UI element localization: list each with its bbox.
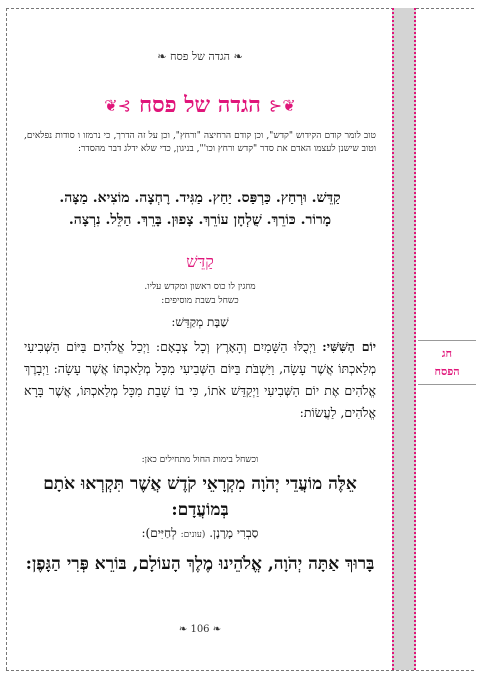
side-tab-label-line2: הפסח — [434, 364, 460, 378]
title-ornament-right-icon: ❦⊰ — [268, 95, 296, 115]
kadesh-instruction-1: מוזגין לו כוס ראשון ומקדש עליו. — [144, 282, 256, 292]
seder-order — [24, 188, 376, 231]
festival-verse: אֵלֶּה מוֹעֲדֵי יְהֹוָה מִקְרָאֵי קֹדֶשׁ אֲשֶׁר תִּקְרְאוּ אֹתָם בְּמוֹעֲדָם: — [43, 474, 357, 520]
savri-row — [20, 526, 380, 541]
wine-blessing: בָּרוּךְ אַתָּה יְהֹוָה, אֱלֹהֵינוּ מֶלֶךְ הָעוֹלָם, בּוֹרֵא פְּרִי הַגָּפֶן: — [25, 554, 375, 574]
savri-response: לְחַיִּים): — [141, 526, 177, 540]
savri-response-label: (עונים: — [180, 530, 206, 540]
title-ornament-left-icon: ⊱❦ — [104, 95, 132, 115]
weekday-instruction: וכשחל בימות החול מתחילים כאן: — [141, 455, 259, 465]
page-frame-left — [6, 8, 7, 670]
side-tab-label-line1: חג — [441, 347, 453, 360]
side-tab-strip — [392, 8, 416, 670]
seder-order-line1: קַדֵּשׁ. וּרְחַץ. כַּרְפַּס. יַחַץ. מַגִּיד. רָחְצָה. מוֹצִיא. מַצָּה. — [59, 190, 341, 206]
shabbat-kiddush-text — [24, 336, 376, 424]
shabbat-opening: יוֹם הַשִּׁשִּׁי: — [322, 339, 376, 354]
kadesh-instructions — [20, 280, 380, 309]
side-tab-border-left — [392, 8, 394, 670]
page-number: ❧ 106 ❧ — [178, 624, 222, 635]
kadesh-heading: קַדֵּשׁ — [186, 252, 214, 271]
page-content — [20, 30, 380, 650]
title-row — [20, 92, 380, 118]
side-tab-border-right — [414, 8, 416, 670]
savri-call: סַבְרִי מָרָנָן. — [209, 526, 259, 540]
shabbat-heading: שַׁבָּת מְקַדֵּשׁ: — [171, 315, 229, 329]
side-tab-label[interactable] — [418, 340, 476, 385]
kadesh-instruction-2: כשחל בשבת מוסיפים: — [161, 296, 239, 307]
page-frame-bottom — [6, 670, 474, 671]
running-header: ❧ הגדה של פסח ❧ — [157, 50, 243, 63]
intro-paragraph: טוב לומר קודם הקידוש "קדש", וכן קודם הרחיצה "ורחץ", וכן על זה הדרך, כי נרמזו ו סודות נפלאים, וטוב שישנן לעצמו האדם את סדר "קדש ורחץ וכו'", בניגון, כדי שלא ידלג דבר מהסדר: — [24, 131, 376, 155]
seder-order-line2: מָרוֹר. כּוֹרֵךְ. שֻׁלְחָן עוֹרֵךְ. צָפוּן. בָּרֵךְ. הַלֵּל. נִרְצָה. — [68, 211, 332, 228]
shabbat-body: וַיְכֻלּוּ הַשָּׁמַיִם וְהָאָרֶץ וְכָל צְבָאָם: וַיְכַל אֱלֹהִים בַּיּוֹם הַשְּׁבִיעִי מְלַאכְתּוֹ אֲשֶׁר עָשָׂה, וַיִּשְׁבֹּת בַּיּוֹם הַשְּׁבִיעִי מִכָּל מְלַאכְתּוֹ אֲשֶׁר עָשָׂה: וַיְבָרֶךְ אֱלֹהִים אֶת יוֹם הַשְּׁבִיעִי וַיְקַדֵּשׁ אֹתוֹ, כִּי בוֹ שָׁבַת מִכָּל מְלַאכְתּוֹ, אֲשֶׁר בָּרָא אֱלֹהִים, לַעֲשׂוֹת: — [24, 339, 376, 420]
page-title: הגדה של פסח — [139, 92, 261, 118]
